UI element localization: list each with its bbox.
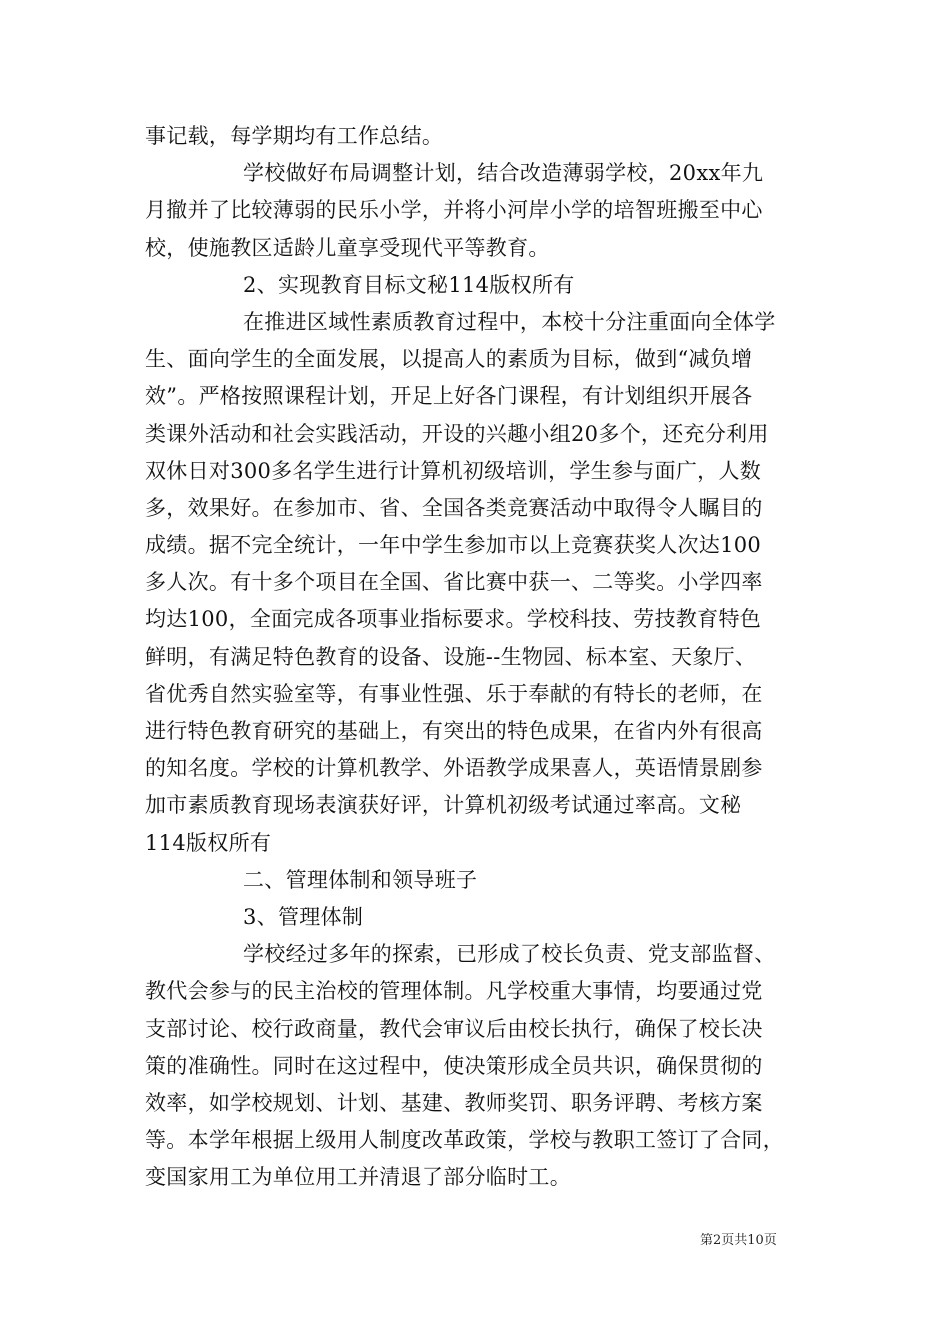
paragraph-first-line: 学校经过多年的探索，已形成了校长负责、党支部监督、 [243, 942, 776, 967]
text-line: 月撤并了比较薄弱的民乐小学，并将小河岸小学的培智班搬至中心 [145, 198, 763, 223]
text-line: 事记载，每学期均有工作总结。 [145, 124, 444, 148]
text-line: 多人次。有十多个项目在全国、省比赛中获一、二等奖。小学四率 [145, 570, 763, 595]
text-line: 鲜明，有满足特色教育的设备、设施--生物园、标本室、天象厅、 [145, 644, 757, 669]
text-line: 均达100，全面完成各项事业指标要求。学校科技、劳技教育特色 [145, 607, 762, 632]
text-line: 双休日对300多名学生进行计算机初级培训，学生参与面广，人数 [145, 458, 762, 483]
document-body [145, 118, 810, 1196]
text-line: 加市素质教育现场表演获好评，计算机初级考试通过率高。文秘 [145, 793, 742, 818]
text-line: 114版权所有 [145, 830, 272, 855]
text-line: 等。本学年根据上级用人制度改革政策，学校与教职工签订了合同， [145, 1128, 784, 1153]
text-line: 省优秀自然实验室等，有事业性强、乐于奉献的有特长的老师，在 [145, 681, 763, 706]
text-line: 类课外活动和社会实践活动，开设的兴趣小组20多个，还充分利用 [145, 421, 769, 446]
section-heading: 二、管理体制和领导班子 [243, 867, 478, 892]
text-line: 多，效果好。在参加市、省、全国各类竞赛活动中取得令人瞩目的 [145, 495, 763, 520]
text-line: 效率，如学校规划、计划、基建、教师奖罚、职务评聘、考核方案 [145, 1090, 763, 1115]
text-line: 的知名度。学校的计算机教学、外语教学成果喜人，英语情景剧参 [145, 756, 763, 781]
paragraph-first-line: 学校做好布局调整计划，结合改造薄弱学校，20xx年九 [243, 161, 764, 186]
text-line: 效”。严格按照课程计划，开足上好各门课程，有计划组织开展各 [145, 384, 753, 409]
text-line: 校，使施教区适龄儿童享受现代平等教育。 [145, 235, 550, 260]
text-line: 成绩。据不完全统计，一年中学生参加市以上竞赛获奖人次达100 [145, 533, 762, 558]
page-number-footer: 第2页共10页 [700, 1233, 777, 1248]
paragraph-first-line: 在推进区域性素质教育过程中，本校十分注重面向全体学 [243, 309, 776, 334]
section-heading: 2、实现教育目标文秘114版权所有 [243, 272, 575, 297]
text-line: 进行特色教育研究的基础上，有突出的特色成果，在省内外有很高 [145, 719, 763, 743]
text-line: 变国家用工为单位用工并清退了部分临时工。 [145, 1165, 571, 1190]
subsection-heading: 3、管理体制 [243, 904, 364, 929]
text-line: 支部讨论、校行政商量，教代会审议后由校长执行，确保了校长决 [145, 1016, 763, 1041]
text-line: 生、面向学生的全面发展，以提高人的素质为目标，做到“减负增 [145, 347, 753, 372]
text-line: 策的准确性。同时在这过程中，使决策形成全员共识，确保贯彻的 [145, 1053, 763, 1078]
text-line: 教代会参与的民主治校的管理体制。凡学校重大事情，均要通过党 [145, 979, 763, 1004]
